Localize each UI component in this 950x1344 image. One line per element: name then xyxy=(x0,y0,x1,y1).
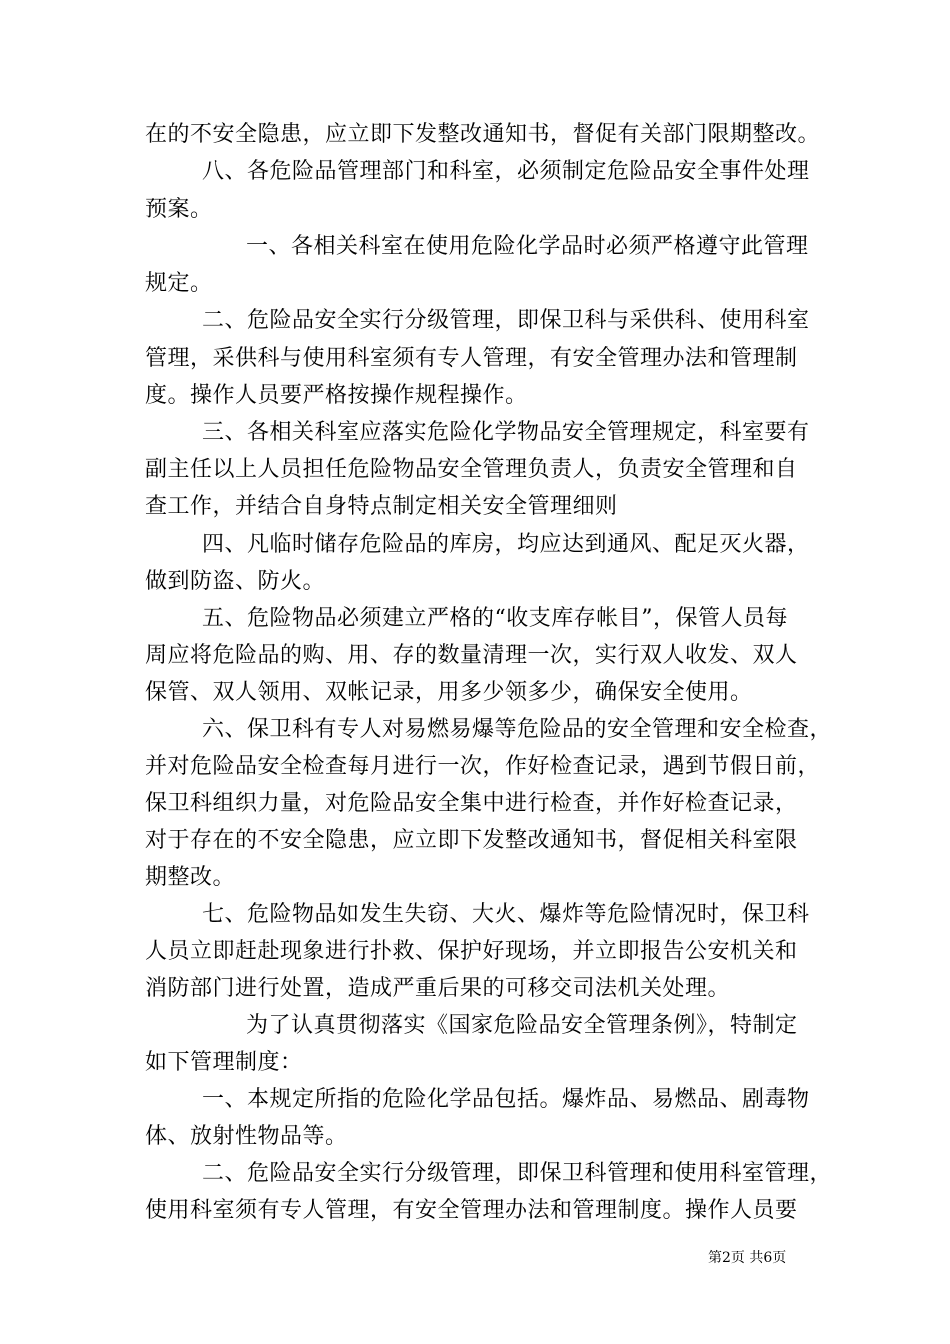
text-line: 四、凡临时储存危险品的库房，均应达到通风、配足灭火器， xyxy=(202,532,810,557)
text-line: 二、危险品安全实行分级管理，即保卫科管理和使用科室管理， xyxy=(202,1161,833,1186)
page-number: 第2页 共6页 xyxy=(708,1250,787,1266)
text-line: 体、放射性物品等。 xyxy=(145,1124,348,1149)
text-line: 度。操作人员要严格按操作规程操作。 xyxy=(145,383,528,408)
text-line: 做到防盗、防火。 xyxy=(145,569,326,594)
text-line: 在的不安全隐患，应立即下发整改通知书，督促有关部门限期整改。 xyxy=(145,122,821,147)
text-line: 预案。 xyxy=(145,197,213,222)
text-line: 人员立即赶赴现象进行扑救、保护好现场，并立即报告公安机关和 xyxy=(145,939,798,964)
text-line: 三、各相关科室应落实危险化学物品安全管理规定，科室要有 xyxy=(202,420,810,445)
text-line: 并对危险品安全检查每月进行一次，作好检查记录，遇到节假日前， xyxy=(145,754,821,779)
text-line: 副主任以上人员担任危险物品安全管理负责人，负责安全管理和自 xyxy=(145,457,798,482)
text-line: 八、各危险品管理部门和科室，必须制定危险品安全事件处理 xyxy=(202,159,810,184)
text-line: 五、危险物品必须建立严格的“收支库存帐目”，保管人员每 xyxy=(202,606,788,631)
text-line: 管理，采供科与使用科室须有专人管理，有安全管理办法和管理制 xyxy=(145,346,798,371)
text-line: 如下管理制度： xyxy=(145,1050,303,1075)
text-line: 查工作，并结合自身特点制定相关安全管理细则 xyxy=(145,494,618,519)
text-line: 一、各相关科室在使用危险化学品时必须严格遵守此管理 xyxy=(246,234,809,259)
text-line: 消防部门进行处置，造成严重后果的可移交司法机关处理。 xyxy=(145,976,731,1001)
text-line: 使用科室须有专人管理，有安全管理办法和管理制度。操作人员要 xyxy=(145,1198,798,1223)
text-line: 六、保卫科有专人对易燃易爆等危险品的安全管理和安全检查， xyxy=(202,717,833,742)
text-line: 保管、双人领用、双帐记录，用多少领多少，确保安全使用。 xyxy=(145,680,753,705)
text-line: 一、本规定所指的危险化学品包括。爆炸品、易燃品、剧毒物 xyxy=(202,1087,810,1112)
text-line: 期整改。 xyxy=(145,865,236,890)
text-line: 周应将危险品的购、用、存的数量清理一次，实行双人收发、双人 xyxy=(145,643,798,668)
text-line: 为了认真贯彻落实《国家危险品安全管理条例》，特制定 xyxy=(246,1013,798,1038)
text-line: 七、危险物品如发生失窃、大火、爆炸等危险情况时，保卫科 xyxy=(202,902,810,927)
text-line: 规定。 xyxy=(145,271,213,296)
text-line: 二、危险品安全实行分级管理，即保卫科与采供科、使用科室 xyxy=(202,308,810,333)
text-line: 保卫科组织力量，对危险品安全集中进行检查，并作好检查记录， xyxy=(145,791,798,816)
text-line: 对于存在的不安全隐患，应立即下发整改通知书，督促相关科室限 xyxy=(145,828,798,853)
